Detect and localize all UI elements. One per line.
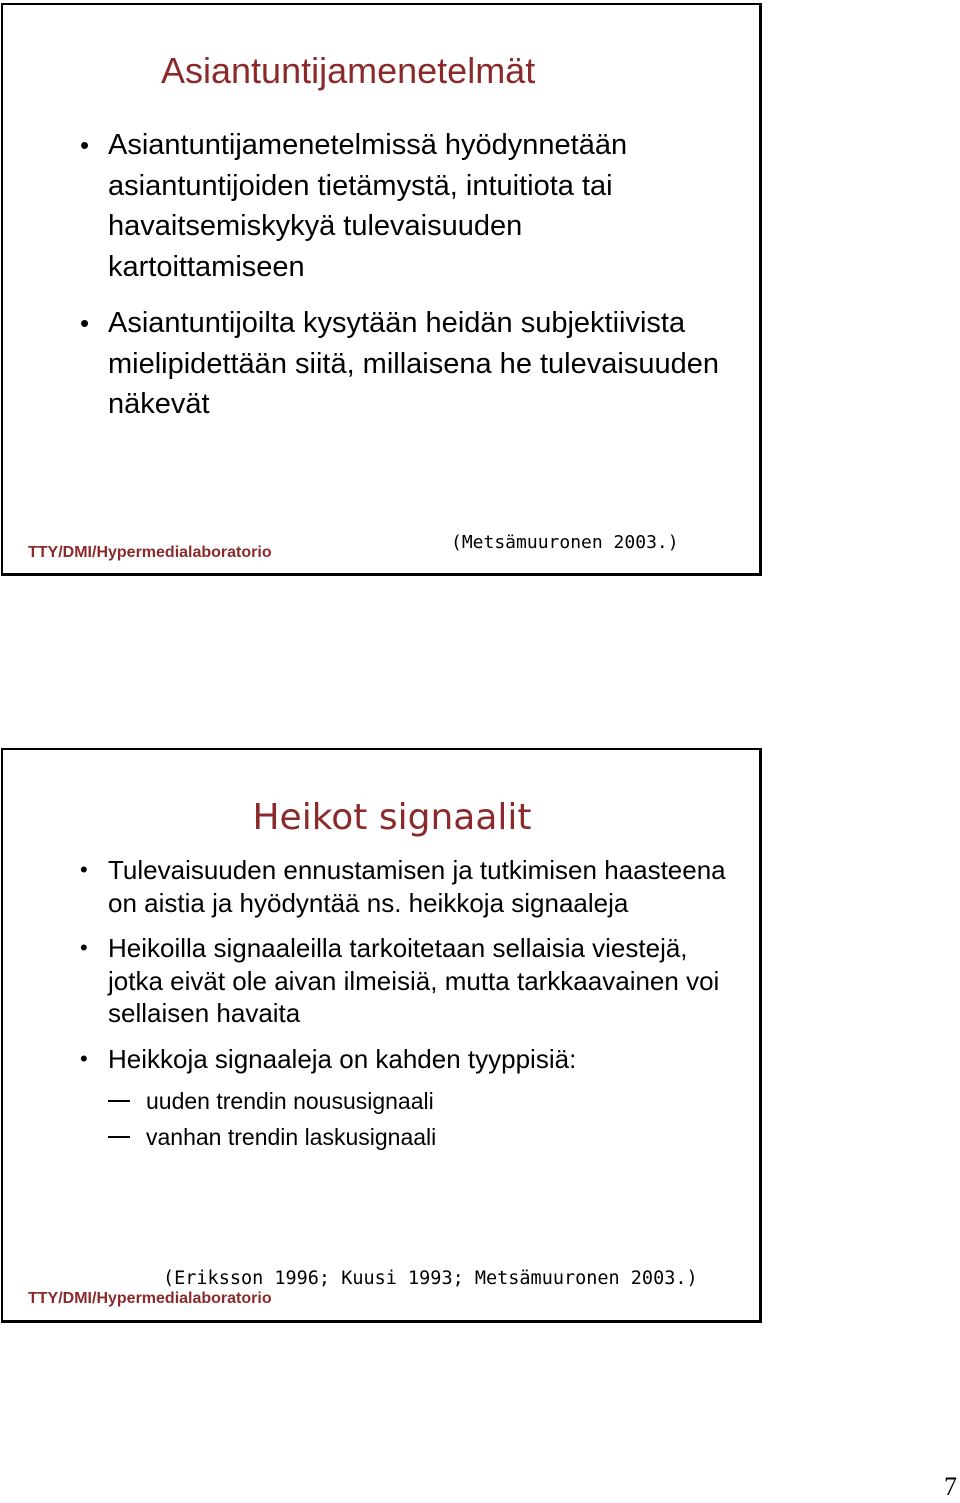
bullet-item (80, 1043, 740, 1156)
bullet-item: • Heikoilla signaaleilla tarkoitetaan sellaisia viestejä, jotka eivät ole aivan ilmeisiä, mutta tarkkaavainen voi sellaisen havaita (80, 932, 740, 1030)
bullet-list (80, 854, 740, 1155)
bullet-item: • Asiantuntijoilta kysytään heidän subjektiivista mielipidettään siitä, millaisena he tulevaisuuden näkevät (80, 303, 720, 425)
bullet-text: Heikkoja signaaleja on kahden tyyppisiä: (108, 1043, 577, 1074)
sub-bullet-list (108, 1083, 740, 1155)
footer-organization: TTY/DMI/Hypermedialaboratorio (28, 1290, 272, 1307)
bullet-item: • Tulevaisuuden ennustamisen ja tutkimisen haasteena on aistia ja hyödyntää ns. heikkoja signaaleja (80, 854, 740, 919)
reference-citation: (Eriksson 1996; Kuusi 1993; Metsämuuronen 2003.) (163, 1268, 698, 1289)
sub-bullet-item: vanhan trendin laskusignaali (114, 1119, 740, 1155)
footer-organization: TTY/DMI/Hypermedialaboratorio (28, 544, 272, 561)
bullet-list (80, 125, 720, 425)
sub-bullet-item: uuden trendin noususignaali (114, 1083, 740, 1119)
slide-heikot-signaalit (1, 748, 762, 1323)
reference-citation: (Metsämuuronen 2003.) (451, 532, 679, 553)
slide-title: Heikot signaalit (252, 797, 532, 838)
slide-asiantuntijamenetelmat (1, 3, 762, 576)
bullet-item: • Asiantuntijamenetelmissä hyödynnetään asiantuntijoiden tietämystä, intuitiota tai havaitsemiskykyä tulevaisuuden kartoittamiseen (80, 125, 720, 287)
page-number: 7 (944, 1472, 957, 1501)
slide-title: Asiantuntijamenetelmät (161, 50, 536, 91)
